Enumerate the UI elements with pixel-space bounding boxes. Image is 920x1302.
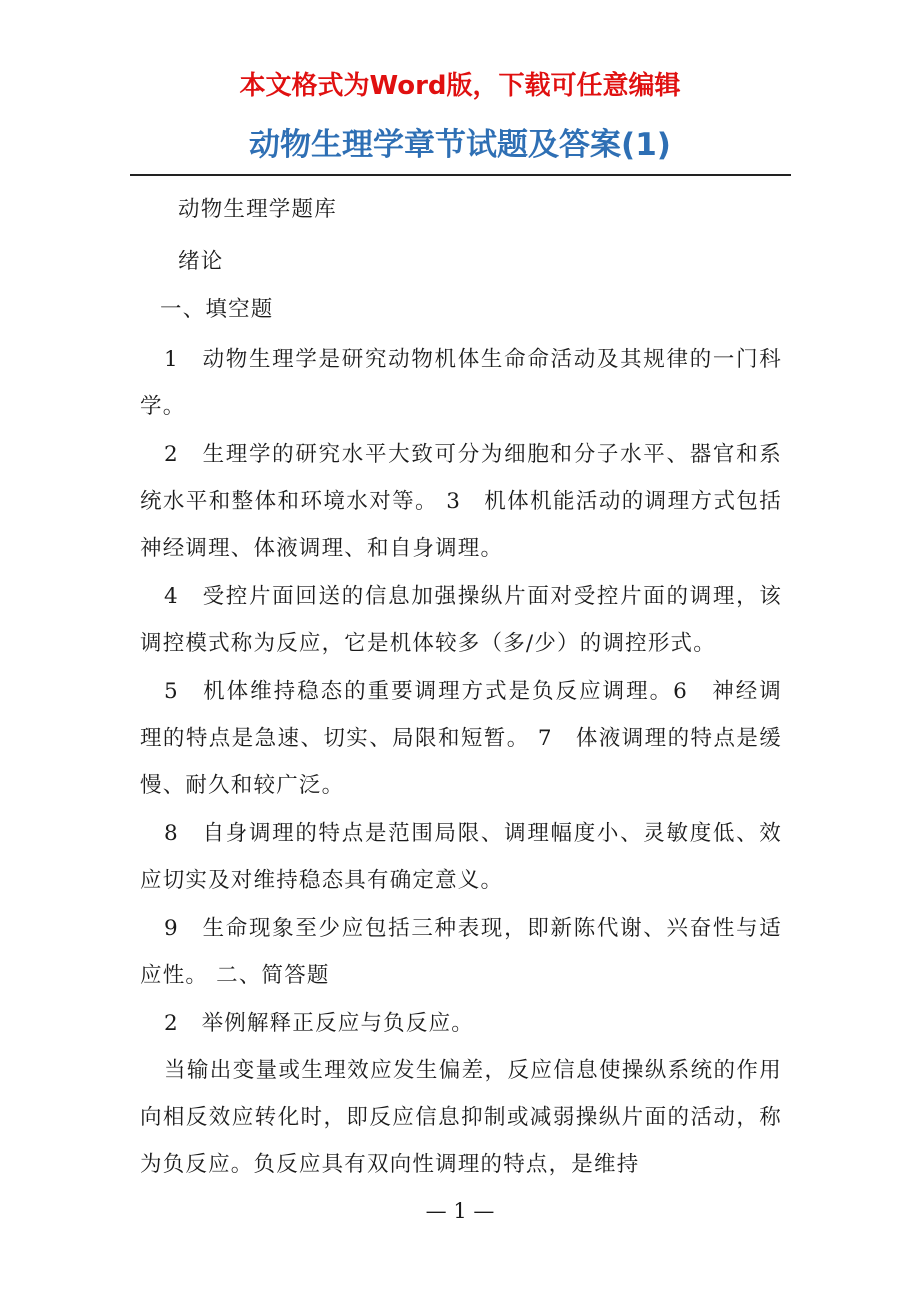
question-item: 2 生理学的研究水平大致可分为细胞和分子水平、器官和系统水平和整体和环境水对等。 3 机体机能活动的调理方式包括神经调理、体液调理、和自身调理。: [140, 442, 782, 561]
question-bank-title: 动物生理学题库: [178, 197, 337, 222]
question-item: 4 受控片面回送的信息加强操纵片面对受控片面的调理，该调控模式称为反应，它是机体较多（多/少）的调控形式。: [140, 584, 782, 656]
section-heading: 一、填空题: [160, 297, 274, 322]
question-item: 1 动物生理学是研究动物机体生命命活动及其规律的一门科学。: [140, 347, 782, 419]
chapter-heading: 绪论: [178, 249, 224, 274]
title-divider: [130, 174, 791, 176]
page-number: — 1 —: [425, 1199, 495, 1223]
answer-paragraph: 当输出变量或生理效应发生偏差，反应信息使操纵系统的作用向相反效应转化时，即反应信息抑制或减弱操纵片面的活动，称为负反应。负反应具有双向性调理的特点，是维持: [140, 1058, 782, 1177]
document-title: 动物生理学章节试题及答案(1): [249, 127, 671, 163]
format-notice-banner: 本文格式为Word版，下载可任意编辑: [239, 71, 681, 101]
document-body: [140, 184, 782, 1188]
question-item: 2 举例解释正反应与负反应。: [164, 1011, 474, 1036]
question-item: 8 自身调理的特点是范围局限、调理幅度小、灵敏度低、效应切实及对维持稳态具有确定意义。: [140, 821, 782, 893]
question-item: 5 机体维持稳态的重要调理方式是负反应调理。6 神经调理的特点是急速、切实、局限和短暂。 7 体液调理的特点是缓慢、耐久和较广泛。: [140, 679, 782, 798]
question-item: 9 生命现象至少应包括三种表现，即新陈代谢、兴奋性与适应性。 二、简答题: [140, 916, 782, 988]
